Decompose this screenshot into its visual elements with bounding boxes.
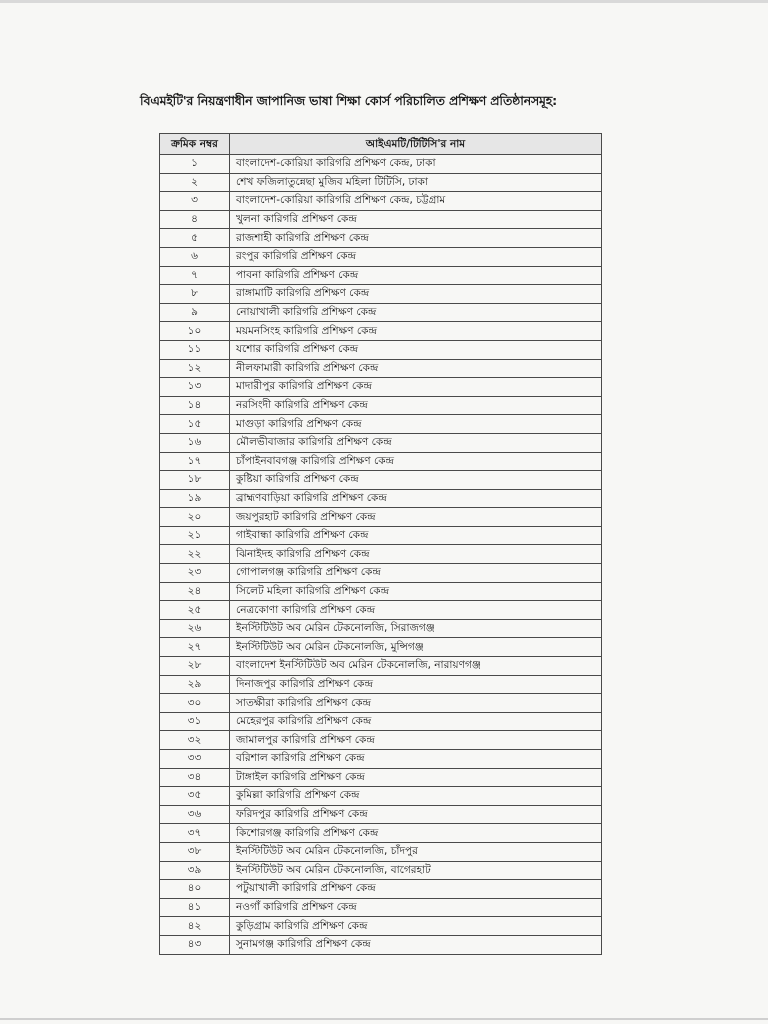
institute-name-cell: পটুয়াখালী কারিগরি প্রশিক্ষণ কেন্দ্র [230, 880, 602, 899]
table-row [160, 229, 602, 248]
table-row [160, 564, 602, 583]
serial-number-cell: ১৭ [160, 452, 230, 471]
table-row [160, 359, 602, 378]
training-centers-table [159, 133, 602, 955]
institute-name-cell: যশোর কারিগরি প্রশিক্ষণ কেন্দ্র [230, 340, 602, 359]
institute-name-cell: মাদারীপুর কারিগরি প্রশিক্ষণ কেন্দ্র [230, 378, 602, 397]
institute-name-cell: শেখ ফজিলাতুন্নেছা মুজিব মহিলা টিটিসি, ঢাকা [230, 173, 602, 192]
serial-number-cell: ৫ [160, 229, 230, 248]
institute-name-cell: কুমিল্লা কারিগরি প্রশিক্ষণ কেন্দ্র [230, 787, 602, 806]
serial-number-cell: ৩৪ [160, 768, 230, 787]
serial-number-cell: ৩৭ [160, 824, 230, 843]
institute-name-cell: সুনামগঞ্জ কারিগরি প্রশিক্ষণ কেন্দ্র [230, 935, 602, 954]
table-row [160, 545, 602, 564]
institute-name-cell: সিলেট মহিলা কারিগরি প্রশিক্ষণ কেন্দ্র [230, 582, 602, 601]
table-row [160, 898, 602, 917]
serial-number-cell: ২৫ [160, 601, 230, 620]
institute-name-cell: জয়পুরহাট কারিগরি প্রশিক্ষণ কেন্দ্র [230, 508, 602, 527]
table-row [160, 155, 602, 174]
institute-name-cell: নোয়াখালী কারিগরি প্রশিক্ষণ কেন্দ্র [230, 303, 602, 322]
table-row [160, 340, 602, 359]
serial-number-cell: ১৫ [160, 415, 230, 434]
serial-number-cell: ৬ [160, 247, 230, 266]
serial-number-cell: ৩১ [160, 712, 230, 731]
table-body [160, 155, 602, 955]
institute-name-cell: গাইবান্ধা কারিগরি প্রশিক্ষণ কেন্দ্র [230, 526, 602, 545]
table-row [160, 303, 602, 322]
table-row [160, 694, 602, 713]
header-institute-name: আইএমটি/টিটিসি'র নাম [230, 134, 602, 155]
table-row [160, 880, 602, 899]
institute-name-cell: ফরিদপুর কারিগরি প্রশিক্ষণ কেন্দ্র [230, 805, 602, 824]
institute-name-cell: ইনস্টিটিউট অব মেরিন টেকনোলজি, সিরাজগঞ্জ [230, 619, 602, 638]
institute-name-cell: জামালপুর কারিগরি প্রশিক্ষণ কেন্দ্র [230, 731, 602, 750]
table-row [160, 935, 602, 954]
serial-number-cell: ২৭ [160, 638, 230, 657]
institute-name-cell: কিশোরগঞ্জ কারিগরি প্রশিক্ষণ কেন্দ্র [230, 824, 602, 843]
scan-edge-top [0, 0, 768, 3]
serial-number-cell: ২১ [160, 526, 230, 545]
institute-name-cell: বাংলাদেশ-কোরিয়া কারিগরি প্রশিক্ষণ কেন্দ্র, ঢাকা [230, 155, 602, 174]
institute-name-cell: ইনস্টিটিউট অব মেরিন টেকনোলজি, বাগেরহাট [230, 861, 602, 880]
table-row [160, 638, 602, 657]
institute-name-cell: গোপালগঞ্জ কারিগরি প্রশিক্ষণ কেন্দ্র [230, 564, 602, 583]
serial-number-cell: ৭ [160, 266, 230, 285]
serial-number-cell: ৩০ [160, 694, 230, 713]
institute-name-cell: নওগাঁ কারিগরি প্রশিক্ষণ কেন্দ্র [230, 898, 602, 917]
table-row [160, 285, 602, 304]
serial-number-cell: ২৯ [160, 675, 230, 694]
institute-name-cell: বরিশাল কারিগরি প্রশিক্ষণ কেন্দ্র [230, 750, 602, 769]
institute-name-cell: সাতক্ষীরা কারিগরি প্রশিক্ষণ কেন্দ্র [230, 694, 602, 713]
serial-number-cell: ১৩ [160, 378, 230, 397]
table-row [160, 526, 602, 545]
serial-number-cell: ৩ [160, 192, 230, 211]
page-title: বিএমইটি'র নিয়ন্ত্রণাধীন জাপানিজ ভাষা শিক্ষা কোর্স পরিচালিত প্রশিক্ষণ প্রতিষ্ঠানসমূহ: [140, 93, 557, 108]
serial-number-cell: ৩৩ [160, 750, 230, 769]
serial-number-cell: ২ [160, 173, 230, 192]
table-row [160, 750, 602, 769]
serial-number-cell: ৮ [160, 285, 230, 304]
serial-number-cell: ১৪ [160, 396, 230, 415]
table-row [160, 508, 602, 527]
table-row [160, 415, 602, 434]
institute-name-cell: টাঙ্গাইল কারিগরি প্রশিক্ষণ কেন্দ্র [230, 768, 602, 787]
table-row [160, 731, 602, 750]
serial-number-cell: ৩৫ [160, 787, 230, 806]
table-row [160, 396, 602, 415]
institute-name-cell: বাংলাদেশ ইনস্টিটিউট অব মেরিন টেকনোলজি, নারায়ণগঞ্জ [230, 657, 602, 676]
institute-name-cell: খুলনা কারিগরি প্রশিক্ষণ কেন্দ্র [230, 210, 602, 229]
serial-number-cell: ১৮ [160, 471, 230, 490]
table-row [160, 824, 602, 843]
scan-edge-bottom [0, 1018, 768, 1020]
table-row [160, 712, 602, 731]
table-row [160, 675, 602, 694]
institute-name-cell: রংপুর কারিগরি প্রশিক্ষণ কেন্দ্র [230, 247, 602, 266]
institute-name-cell: নীলফামারী কারিগরি প্রশিক্ষণ কেন্দ্র [230, 359, 602, 378]
serial-number-cell: ২০ [160, 508, 230, 527]
table-row [160, 582, 602, 601]
table-row [160, 471, 602, 490]
serial-number-cell: ৩৬ [160, 805, 230, 824]
serial-number-cell: ৪২ [160, 917, 230, 936]
table-row [160, 210, 602, 229]
table-row [160, 452, 602, 471]
institute-name-cell: চাঁপাইনবাবগঞ্জ কারিগরি প্রশিক্ষণ কেন্দ্র [230, 452, 602, 471]
institute-name-cell: নেত্রকোণা কারিগরি প্রশিক্ষণ কেন্দ্র [230, 601, 602, 620]
table-row [160, 378, 602, 397]
table-row [160, 173, 602, 192]
serial-number-cell: ৩২ [160, 731, 230, 750]
table-row [160, 917, 602, 936]
institute-name-cell: রাজশাহী কারিগরি প্রশিক্ষণ কেন্দ্র [230, 229, 602, 248]
institute-name-cell: কুড়িগ্রাম কারিগরি প্রশিক্ষণ কেন্দ্র [230, 917, 602, 936]
institute-name-cell: রাঙ্গামাটি কারিগরি প্রশিক্ষণ কেন্দ্র [230, 285, 602, 304]
serial-number-cell: ২৪ [160, 582, 230, 601]
serial-number-cell: ১৬ [160, 433, 230, 452]
serial-number-cell: ২৮ [160, 657, 230, 676]
serial-number-cell: ১ [160, 155, 230, 174]
table-row [160, 619, 602, 638]
serial-number-cell: ২৬ [160, 619, 230, 638]
institute-name-cell: নরসিংদী কারিগরি প্রশিক্ষণ কেন্দ্র [230, 396, 602, 415]
serial-number-cell: ২২ [160, 545, 230, 564]
table-row [160, 805, 602, 824]
institute-name-cell: ময়মনসিংহ কারিগরি প্রশিক্ষণ কেন্দ্র [230, 322, 602, 341]
header-serial-number: ক্রমিক নম্বর [160, 134, 230, 155]
serial-number-cell: ৯ [160, 303, 230, 322]
serial-number-cell: ১৯ [160, 489, 230, 508]
serial-number-cell: ৪১ [160, 898, 230, 917]
serial-number-cell: ২৩ [160, 564, 230, 583]
table-row [160, 861, 602, 880]
table-header-row [160, 134, 602, 155]
institute-name-cell: দিনাজপুর কারিগরি প্রশিক্ষণ কেন্দ্র [230, 675, 602, 694]
serial-number-cell: ৪ [160, 210, 230, 229]
institute-name-cell: মাগুড়া কারিগরি প্রশিক্ষণ কেন্দ্র [230, 415, 602, 434]
serial-number-cell: ১২ [160, 359, 230, 378]
table-row [160, 657, 602, 676]
institute-name-cell: বাংলাদেশ-কোরিয়া কারিগরি প্রশিক্ষণ কেন্দ্র, চট্টগ্রাম [230, 192, 602, 211]
institute-name-cell: ঝিনাইদহ কারিগরি প্রশিক্ষণ কেন্দ্র [230, 545, 602, 564]
table-row [160, 601, 602, 620]
institute-name-cell: পাবনা কারিগরি প্রশিক্ষণ কেন্দ্র [230, 266, 602, 285]
institute-name-cell: ব্রাহ্মণবাড়িয়া কারিগরি প্রশিক্ষণ কেন্দ্র [230, 489, 602, 508]
table-row [160, 787, 602, 806]
institute-name-cell: মেহেরপুর কারিগরি প্রশিক্ষণ কেন্দ্র [230, 712, 602, 731]
serial-number-cell: ৩৮ [160, 842, 230, 861]
table-row [160, 247, 602, 266]
institute-name-cell: মৌলভীবাজার কারিগরি প্রশিক্ষণ কেন্দ্র [230, 433, 602, 452]
serial-number-cell: ১১ [160, 340, 230, 359]
serial-number-cell: ৩৯ [160, 861, 230, 880]
table-row [160, 842, 602, 861]
institute-name-cell: কুষ্টিয়া কারিগরি প্রশিক্ষণ কেন্দ্র [230, 471, 602, 490]
table-row [160, 322, 602, 341]
serial-number-cell: ৪৩ [160, 935, 230, 954]
table-row [160, 266, 602, 285]
institute-name-cell: ইনস্টিটিউট অব মেরিন টেকনোলজি, মুন্সিগঞ্জ [230, 638, 602, 657]
table-row [160, 489, 602, 508]
institute-name-cell: ইনস্টিটিউট অব মেরিন টেকনোলজি, চাঁদপুর [230, 842, 602, 861]
table-row [160, 768, 602, 787]
table-row [160, 433, 602, 452]
serial-number-cell: ৪০ [160, 880, 230, 899]
table-row [160, 192, 602, 211]
serial-number-cell: ১০ [160, 322, 230, 341]
